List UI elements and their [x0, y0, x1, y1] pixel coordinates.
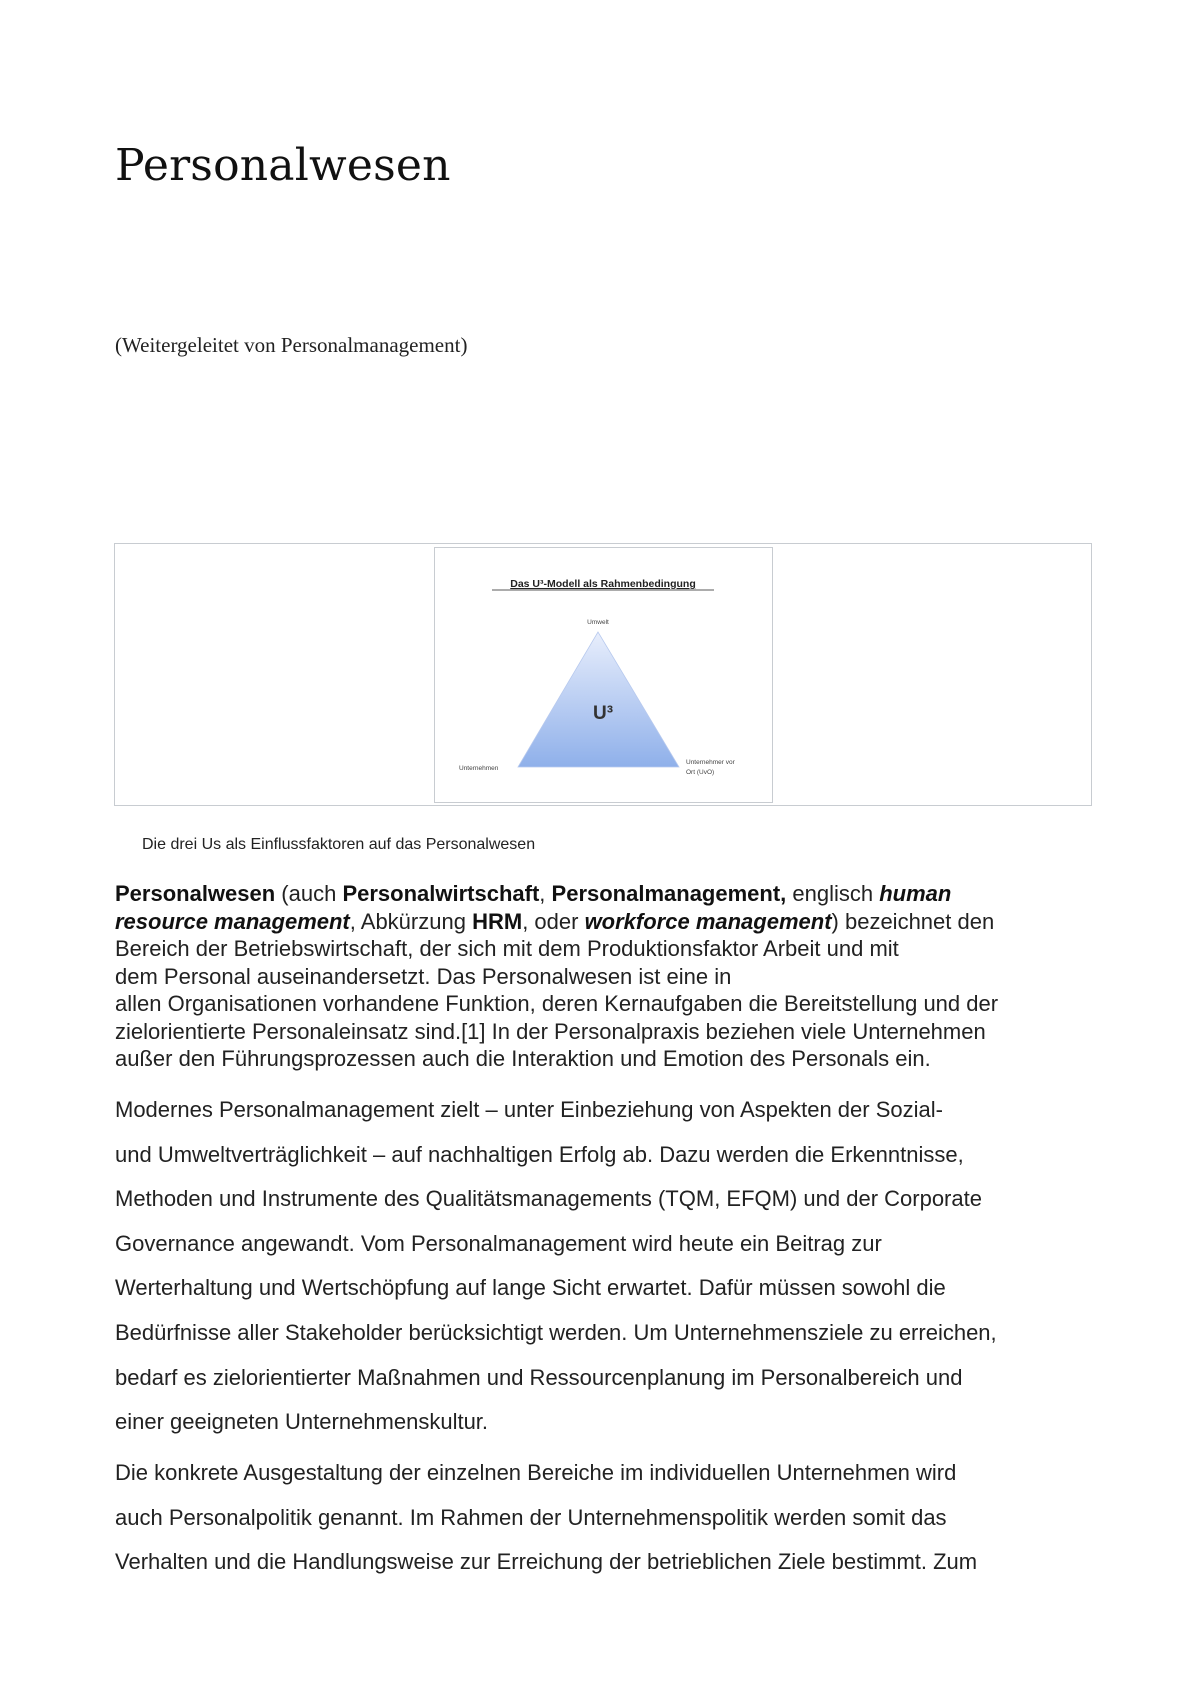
paragraph-modern-hrm	[115, 1088, 1100, 1445]
diagram-label-right-2: Ort (UvO)	[686, 769, 715, 776]
intro-line-6: zielorientierte Personaleinsatz sind.[1] In der Personalpraxis beziehen viele Unternehmen	[115, 1018, 986, 1044]
term-personalwirtschaft: Personalwirtschaft	[342, 881, 540, 906]
term-personalmanagement: Personalmanagement,	[551, 881, 787, 906]
intro-text: ,	[539, 881, 552, 906]
intro-line-7: außer den Führungsprozessen auch die Interaktion und Emotion des Personals ein.	[115, 1046, 931, 1071]
p2-line: und Umweltverträglichkeit – auf nachhaltigen Erfolg ab. Dazu werden die Erkenntnisse,	[115, 1141, 964, 1167]
term-hrm: HRM	[472, 908, 523, 934]
figure-caption: Die drei Us als Einflussfaktoren auf das Personalwesen	[142, 836, 536, 853]
term-human: human	[879, 881, 952, 906]
diagram-label-right-1: Unternehmer vor	[686, 759, 735, 766]
p2-line: Modernes Personalmanagement zielt – unter Einbeziehung von Aspekten der Sozial-	[115, 1097, 943, 1122]
intro-line-5: allen Organisationen vorhandene Funktion, deren Kernaufgaben die Bereitstellung und der	[115, 991, 999, 1016]
p3-line: Die konkrete Ausgestaltung der einzelnen Bereiche im individuellen Unternehmen wird	[115, 1460, 957, 1485]
intro-text: , Abkürzung	[349, 908, 473, 934]
diagram-label-top: Umwelt	[587, 619, 609, 626]
intro-text: englisch	[786, 881, 880, 906]
diagram-label-left: Unternehmen	[459, 765, 499, 772]
intro-line-3: Bereich der Betriebswirtschaft, der sich mit dem Produktionsfaktor Arbeit und mit	[115, 936, 899, 961]
p3-line: Verhalten und die Handlungsweise zur Erreichung der betrieblichen Ziele bestimmt. Zum	[115, 1549, 978, 1575]
redirect-note: (Weitergeleitet von Personalmanagement)	[115, 333, 468, 357]
u3-triangle	[518, 632, 679, 767]
p2-line: einer geeigneten Unternehmenskultur.	[115, 1409, 489, 1435]
diagram-title: Das U³-Modell als Rahmenbedingung	[510, 578, 696, 590]
p3-line: auch Personalpolitik genannt. Im Rahmen der Unternehmenspolitik werden somit das	[115, 1504, 947, 1530]
intro-text: , oder	[522, 908, 585, 934]
page-title: Personalwesen	[115, 140, 451, 191]
diagram-center-label: U³	[592, 703, 614, 724]
term-workforce-management: workforce management	[584, 908, 832, 934]
p2-line: Governance angewandt. Vom Personalmanagement wird heute ein Beitrag zur	[115, 1230, 882, 1256]
u3-diagram-image[interactable]	[434, 547, 773, 803]
p2-line: bedarf es zielorientierter Maßnahmen und Ressourcenplanung im Personalbereich und	[115, 1364, 963, 1390]
term-personalwesen: Personalwesen	[115, 881, 276, 906]
p2-line: Werterhaltung und Wertschöpfung auf lange Sicht erwartet. Dafür müssen sowohl die	[115, 1275, 946, 1301]
term-resource-management: resource management	[115, 908, 350, 934]
p2-line: Methoden und Instrumente des Qualitätsmanagements (TQM, EFQM) und der Corporate	[115, 1186, 982, 1212]
intro-line-1	[115, 880, 1100, 908]
intro-text: ) bezeichnet den	[831, 908, 995, 934]
paragraph-personalpolitik	[115, 1451, 1100, 1585]
p2-line: Bedürfnisse aller Stakeholder berücksichtigt werden. Um Unternehmensziele zu erreichen,	[115, 1319, 997, 1345]
u3-diagram	[435, 548, 772, 802]
intro-text: (auch	[275, 881, 343, 906]
intro-line-4: dem Personal auseinandersetzt. Das Personalwesen ist eine in	[115, 963, 732, 989]
intro-paragraph	[115, 880, 1100, 1073]
intro-line-2	[115, 908, 1100, 936]
